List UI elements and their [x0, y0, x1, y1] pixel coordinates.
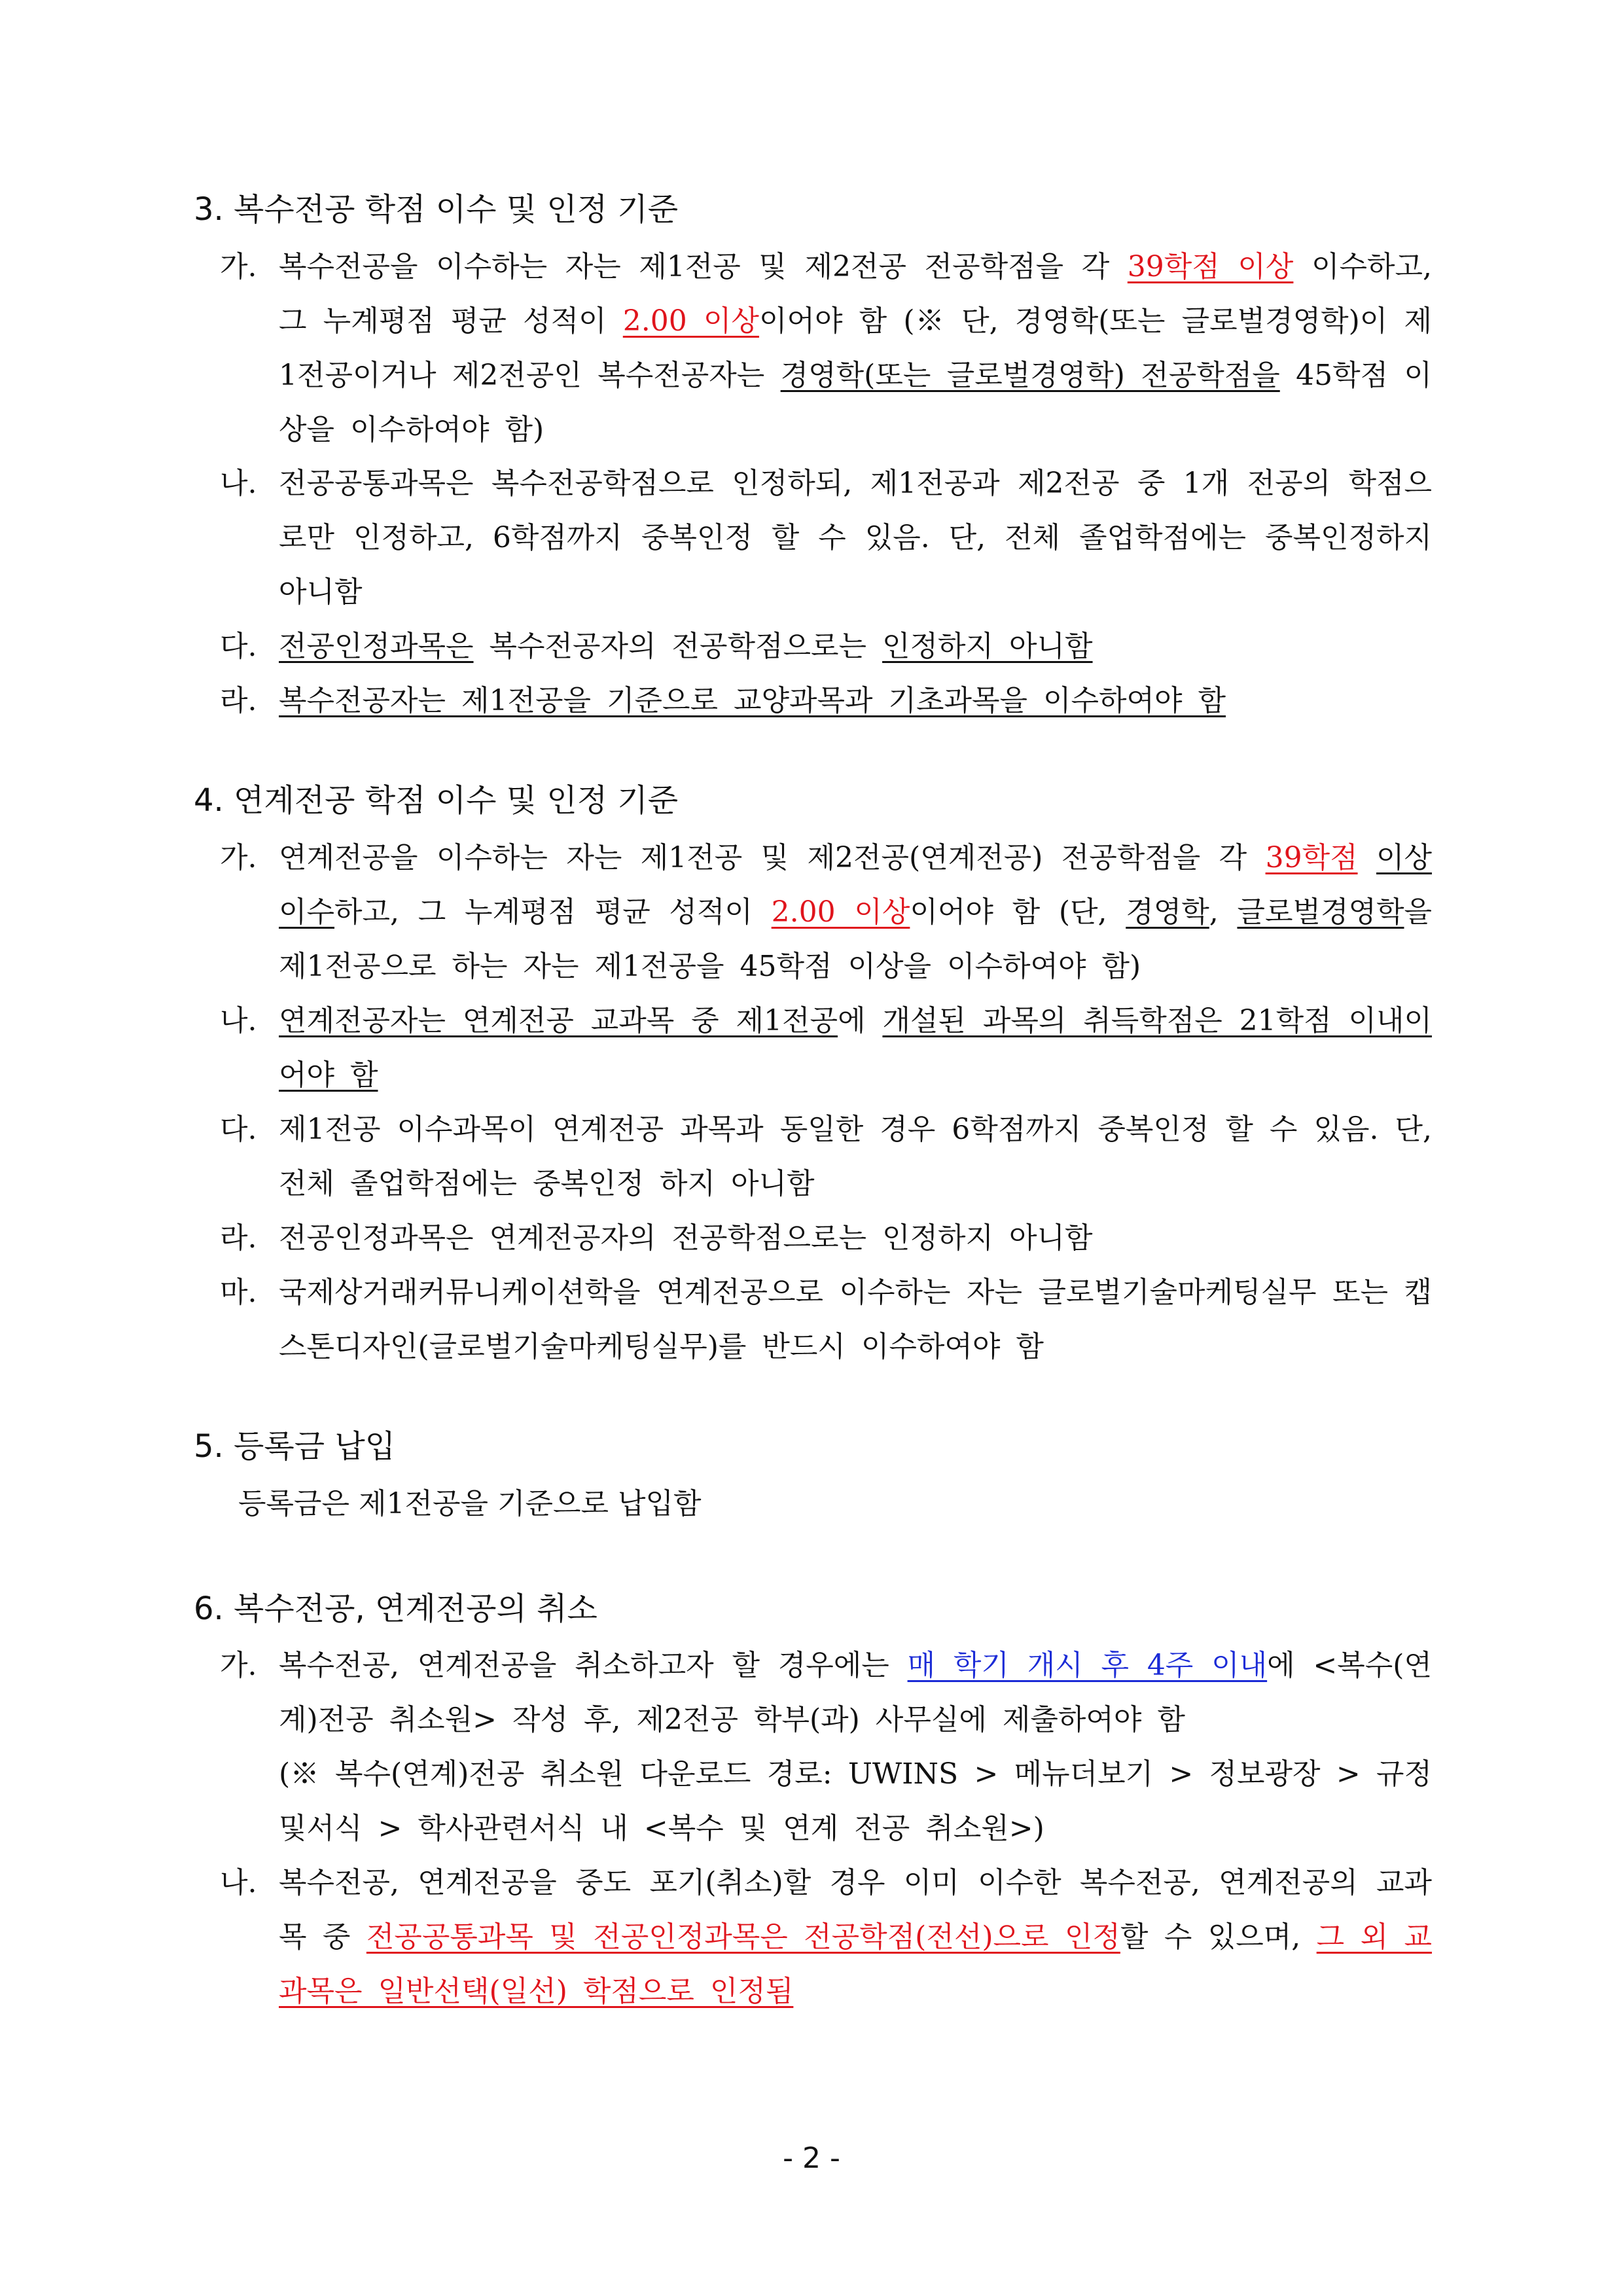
item-text	[279, 1102, 1432, 1211]
item-text	[279, 1856, 1432, 2018]
item-text	[279, 1211, 1432, 1265]
text-run: 복수전공, 연계전공을 중도 포기(취소)할 경우 이미 이수한 복수전공, 연계전공의 교과목 중	[279, 1866, 1432, 1954]
item-text	[279, 673, 1432, 728]
item-text	[279, 1638, 1432, 1747]
item-marker: 나.	[220, 1004, 257, 1037]
underlined-text-run: 39학점 이상	[1127, 250, 1294, 283]
item-marker: 다.	[220, 1113, 257, 1146]
section-3-item-da	[220, 619, 1432, 673]
text-run: 45학점 이상을 이수하여야 함)	[279, 359, 1432, 446]
section-6-item-na	[220, 1856, 1432, 2018]
text-run	[1358, 841, 1376, 874]
section-4-item-ra	[220, 1211, 1432, 1265]
section-4-item-da	[220, 1102, 1432, 1211]
section-5-paragraph: 등록금은 제1전공을 기준으로 납입함	[238, 1487, 702, 1520]
item-text	[279, 240, 1432, 457]
item-marker: 가.	[220, 250, 257, 283]
section-4-item-ga	[220, 831, 1432, 994]
section-3-item-ga	[220, 240, 1432, 457]
text-run: 을 제1전공으로 하는 자는 제1전공을 45학점 이상을 이수하여야 함)	[279, 895, 1432, 983]
section-4-heading: 4. 연계전공 학점 이수 및 인정 기준	[194, 782, 679, 819]
item-marker: 라.	[220, 684, 257, 717]
item-marker: 나.	[220, 467, 257, 500]
item-marker: 나.	[220, 1866, 257, 1899]
text-run: 에	[838, 1004, 883, 1037]
underlined-text-run: 경영학	[1126, 895, 1209, 929]
underlined-text-run: 이상 이수	[279, 841, 1432, 929]
underlined-text-run: 글로벌경영학	[1237, 895, 1404, 929]
text-run: 제1전공 이수과목이 연계전공 과목과 동일한 경우 6학점까지 중복인정 할 수 있음. 단, 전체 졸업학점에는 중복인정 하지 아니함	[279, 1113, 1432, 1200]
section-6-item-ga	[220, 1638, 1432, 1856]
text-run: 전공인정과목은 연계전공자의 전공학점으로는 인정하지 아니함	[279, 1221, 1093, 1255]
underlined-text-run: 인정하지 아니함	[882, 630, 1093, 663]
item-note: (※ 복수(연계)전공 취소원 다운로드 경로: UWINS > 메뉴더보기 > 정보광장 > 규정및서식 > 학사관련서식 내 <복수 및 연계 전공 취소원>)	[279, 1757, 1432, 1845]
underlined-text-run: 경영학(또는 글로벌경영학) 전공학점을	[780, 359, 1280, 392]
underlined-text-run: 연계전공자는 연계전공 교과목 중 제1전공	[279, 1004, 838, 1037]
item-text	[279, 619, 1432, 673]
text-run: 복수전공자의 전공학점으로는	[473, 630, 883, 663]
text-run: 이어야 함 (단,	[910, 895, 1126, 929]
text-run: 전공공통과목은 복수전공학점으로 인정하되, 제1전공과 제2전공 중 1개 전공의 학점으로만 인정하고, 6학점까지 중복인정 할 수 있음. 단, 전체 졸업학점에는 중복인정하지 아니함	[279, 467, 1432, 609]
section-6-heading: 6. 복수전공, 연계전공의 취소	[194, 1590, 597, 1627]
text-run: 하고, 그 누계평점 평균 성적이	[334, 895, 772, 929]
underlined-text-run: 전공인정과목은	[279, 630, 474, 663]
text-run: 연계전공을 이수하는 자는 제1전공 및 제2전공(연계전공) 전공학점을 각	[279, 841, 1266, 874]
text-run: 국제상거래커뮤니케이션학을 연계전공으로 이수하는 자는 글로벌기술마케팅실무 또는 캡스톤디자인(글로벌기술마케팅실무)를 반드시 이수하여야 함	[279, 1276, 1432, 1363]
page-number: - 2 -	[783, 2142, 840, 2175]
text-run: 이어야 함 (※ 단, 경영학(또는 글로벌경영학)이 제1전공이거나 제2전공인 복수전공자는	[279, 304, 1433, 392]
text-run: ,	[1209, 895, 1238, 929]
section-3-item-na	[220, 456, 1432, 619]
text-run: 할 수 있으며,	[1120, 1920, 1317, 1954]
item-text	[279, 1265, 1432, 1374]
item-text	[279, 994, 1432, 1102]
underlined-text-run: 2.00 이상	[622, 304, 759, 338]
item-text	[279, 831, 1432, 994]
text-run: 에 <복수(연계)전공 취소원> 작성 후, 제2전공 학부(과) 사무실에 제출하여야 함	[279, 1649, 1432, 1736]
item-marker: 마.	[220, 1276, 257, 1309]
item-marker: 가.	[220, 841, 257, 874]
underlined-text-run: 매 학기 개시 후 4주 이내	[907, 1649, 1268, 1682]
underlined-text-run: 개설된 과목의 취득학점은 21학점 이내이어야 함	[279, 1004, 1432, 1092]
text-run: 복수전공, 연계전공을 취소하고자 할 경우에는	[279, 1649, 908, 1682]
underlined-text-run: 39학점	[1265, 841, 1358, 874]
text-run: 이수하고, 그 누계평점 평균 성적이	[279, 250, 1432, 338]
text-run: 복수전공을 이수하는 자는 제1전공 및 제2전공 전공학점을 각	[279, 250, 1128, 283]
item-marker: 다.	[220, 630, 257, 663]
section-4-item-ma	[220, 1265, 1432, 1374]
item-text	[279, 456, 1432, 619]
section-3-heading: 3. 복수전공 학점 이수 및 인정 기준	[194, 191, 679, 228]
underlined-text-run: 그 외 교과목은 일반선택(일선) 학점으로 인정됨	[279, 1920, 1433, 2008]
item-marker: 가.	[220, 1649, 257, 1682]
underlined-text-run: 전공공통과목 및 전공인정과목은 전공학점(전선)으로 인정	[366, 1920, 1120, 1954]
section-5-heading: 5. 등록금 납입	[194, 1428, 396, 1465]
item-marker: 라.	[220, 1221, 257, 1255]
underlined-text-run: 2.00 이상	[771, 895, 910, 929]
section-3-item-ra	[220, 673, 1432, 728]
section-4-item-na	[220, 994, 1432, 1102]
underlined-text-run: 복수전공자는 제1전공을 기준으로 교양과목과 기초과목을 이수하여야 함	[279, 684, 1226, 717]
